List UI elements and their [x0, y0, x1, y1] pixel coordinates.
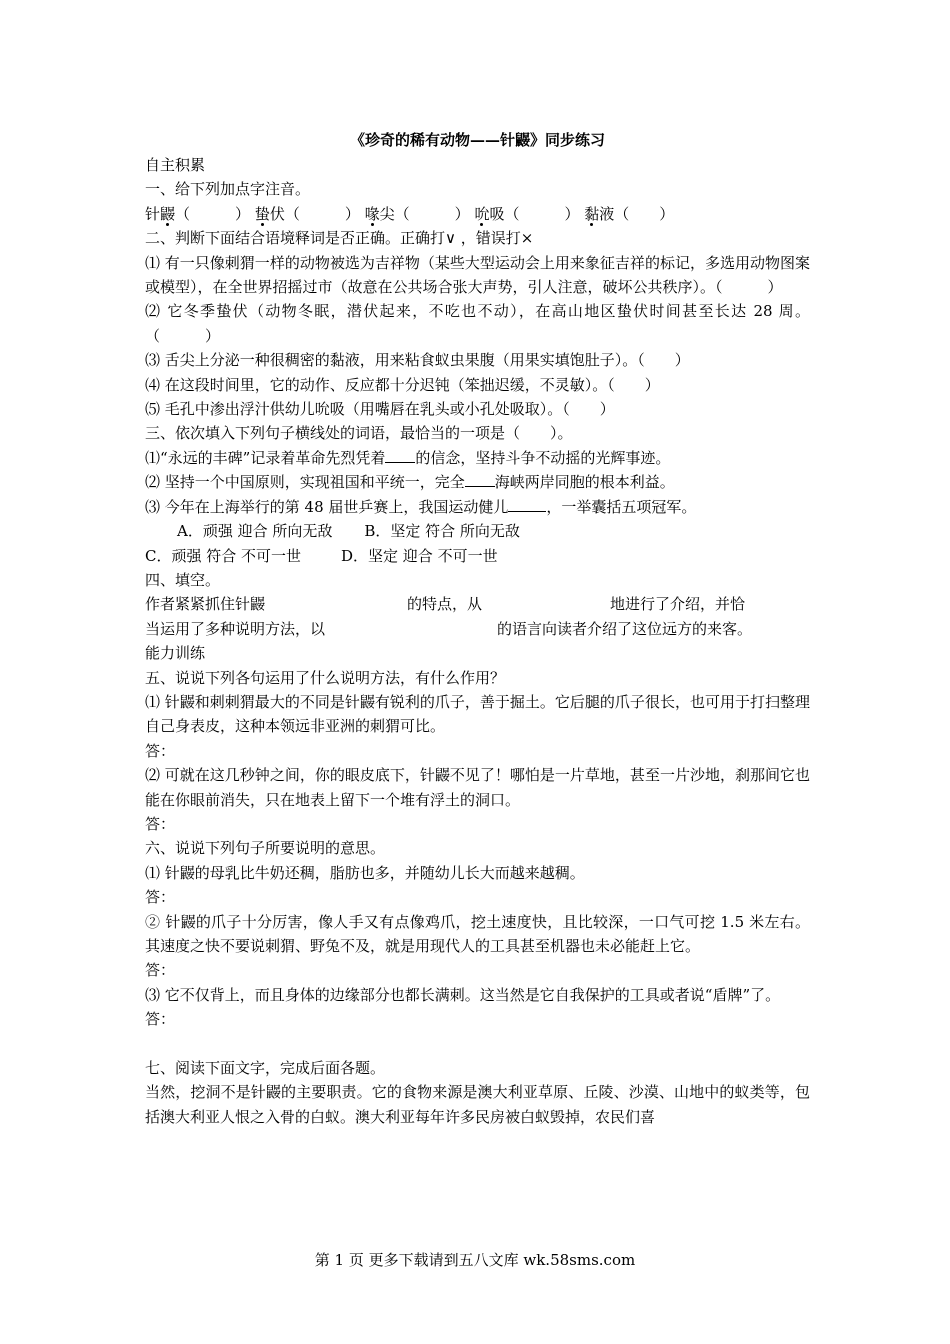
- q2-heading: 二、判断下面结合语境释词是否正确。正确打∨ ，错误打×: [145, 229, 534, 248]
- q6-answer-1: 答：: [145, 888, 176, 907]
- fill-blank[interactable]: [385, 448, 415, 463]
- q1-item-3: 喙尖（ ）: [364, 204, 470, 223]
- q3-sentence-2: ⑵ 坚持一个中国原则，实现祖国和平统一，完全 海峡两岸同胞的根本利益。: [145, 473, 675, 492]
- q3-heading: 三、依次填入下列句子横线处的词语，最恰当的一项是（ ）。: [145, 424, 573, 443]
- q6-paragraph-3: ⑶ 它不仅背上，而且身体的边缘部分也都长满刺。这当然是它自我保护的工具或者说“盾牌”了。: [145, 985, 781, 1004]
- q6-answer-2: 答：: [145, 961, 176, 980]
- q1-item-4: 吮吸（ ）: [474, 204, 580, 223]
- q5-heading: 五、说说下列各句运用了什么说明方法，有什么作用？: [145, 668, 506, 687]
- blank-line: [145, 1032, 810, 1056]
- q1-items: [145, 202, 810, 226]
- q2-paragraph-4: ⑷ 在这段时间里，它的动作、反应都十分迟钝（笨拙迟缓，不灵敏）。（ ）: [145, 375, 660, 394]
- document-body: [145, 128, 810, 1129]
- q3-sentence-3: ⑶ 今年在上海举行的第 48 届世乒赛上，我国运动健儿 ，一举囊括五项冠军。: [145, 497, 697, 516]
- q2-paragraph-3: ⑶ 舌尖上分泌一种很稠密的黏液，用来粘食蚁虫果腹（用果实填饱肚子）。（ ）: [145, 351, 690, 370]
- q6-paragraph-1: ⑴ 针鼹的母乳比牛奶还稠，脂肪也多，并随幼儿长大而越来越稠。: [145, 863, 585, 882]
- q5-answer-1: 答：: [145, 741, 176, 760]
- q3-sentence-1: ⑴“永远的丰碑”记录着革命先烈凭着 的信念，坚持斗争不动摇的光辉事迹。: [145, 448, 671, 467]
- section-heading-nengli: 能力训练: [145, 644, 206, 663]
- q6-paragraph-2: ② 针鼹的爪子十分厉害，像人手又有点像鸡爪，挖土速度快，且比较深，一口气可挖 1.5 米左右。其速度之快不要说刺猬、野兔不及，就是用现代人的工具甚至机器也未必能赶上它。: [145, 912, 810, 955]
- q7-heading: 七、阅读下面文字，完成后面各题。: [145, 1059, 386, 1078]
- section-heading-zizhu: 自主积累: [145, 156, 206, 174]
- q2-paragraph-1: ⑴ 有一只像刺猬一样的动物被选为吉祥物（某些大型运动会上用来象征吉祥的标记，多选用动物图案或模型），在全世界招摇过市（故意在公共场合张大声势，引人注意，破坏公共秩序）。（ ）: [145, 253, 810, 297]
- q3-options-row-2: [145, 544, 810, 568]
- option-d: D．坚定 迎合 不可一世: [341, 546, 498, 565]
- q4-line-2: 当运用了多种说明方法，以 的语言向读者介绍了这位远方的来客。: [145, 619, 753, 638]
- q7-paragraph-1: 当然，挖洞不是针鼹的主要职责。它的食物来源是澳大利亚草原、丘陵、沙漠、山地中的蚁类等，包括澳大利亚人恨之入骨的白蚁。澳大利亚每年许多民房被白蚁毁掉，农民们喜: [145, 1083, 810, 1126]
- option-b: B．坚定 符合 所向无敌: [364, 522, 520, 541]
- q6-answer-3: 答：: [145, 1010, 176, 1029]
- q5-answer-2: 答：: [145, 814, 176, 833]
- q6-heading: 六、说说下列句子所要说明的意思。: [145, 839, 386, 858]
- page-footer: 第 1 页 更多下载请到五八文库 wk.58sms.com: [314, 1251, 636, 1269]
- q1-heading: 一、给下列加点字注音。: [145, 180, 311, 199]
- document-title: 《珍奇的稀有动物——针鼹》同步练习: [349, 131, 605, 149]
- q1-item-1: 针鼹（ ）: [145, 204, 251, 223]
- q4-heading: 四、填空。: [145, 570, 221, 589]
- fill-blank[interactable]: [508, 497, 546, 512]
- q1-item-2: 蛰伏（ ）: [254, 204, 360, 223]
- q4-line-1: 作者紧紧抓住针鼹 的特点，从 地进行了介绍，并恰: [145, 595, 746, 614]
- option-c: C．顽强 符合 不可一世: [145, 546, 302, 565]
- q3-options-row-1: [145, 519, 810, 543]
- fill-blank[interactable]: [465, 472, 495, 487]
- q1-item-5: 黏液（ ）: [584, 204, 675, 223]
- q5-paragraph-2: ⑵ 可就在这几秒钟之间，你的眼皮底下，针鼹不见了！哪怕是一片草地，甚至一片沙地，刹那间它也能在你眼前消失，只在地表上留下一个堆有浮土的洞口。: [145, 766, 810, 809]
- option-a: A．顽强 迎合 所向无敌: [177, 522, 333, 541]
- q2-paragraph-2: ⑵ 它冬季蛰伏（动物冬眠，潜伏起来，不吃也不动），在高山地区蛰伏时间甚至长达 28 周。（ ）: [145, 302, 810, 345]
- q2-paragraph-5: ⑸ 毛孔中渗出浮汁供幼儿吮吸（用嘴唇在乳头或小孔处吸取）。（ ）: [145, 400, 615, 419]
- q5-paragraph-1: ⑴ 针鼹和刺刺猬最大的不同是针鼹有锐利的爪子，善于掘土。它后腿的爪子很长，也可用于打扫整理自己身表皮，这种本领远非亚洲的刺猬可比。: [145, 692, 810, 736]
